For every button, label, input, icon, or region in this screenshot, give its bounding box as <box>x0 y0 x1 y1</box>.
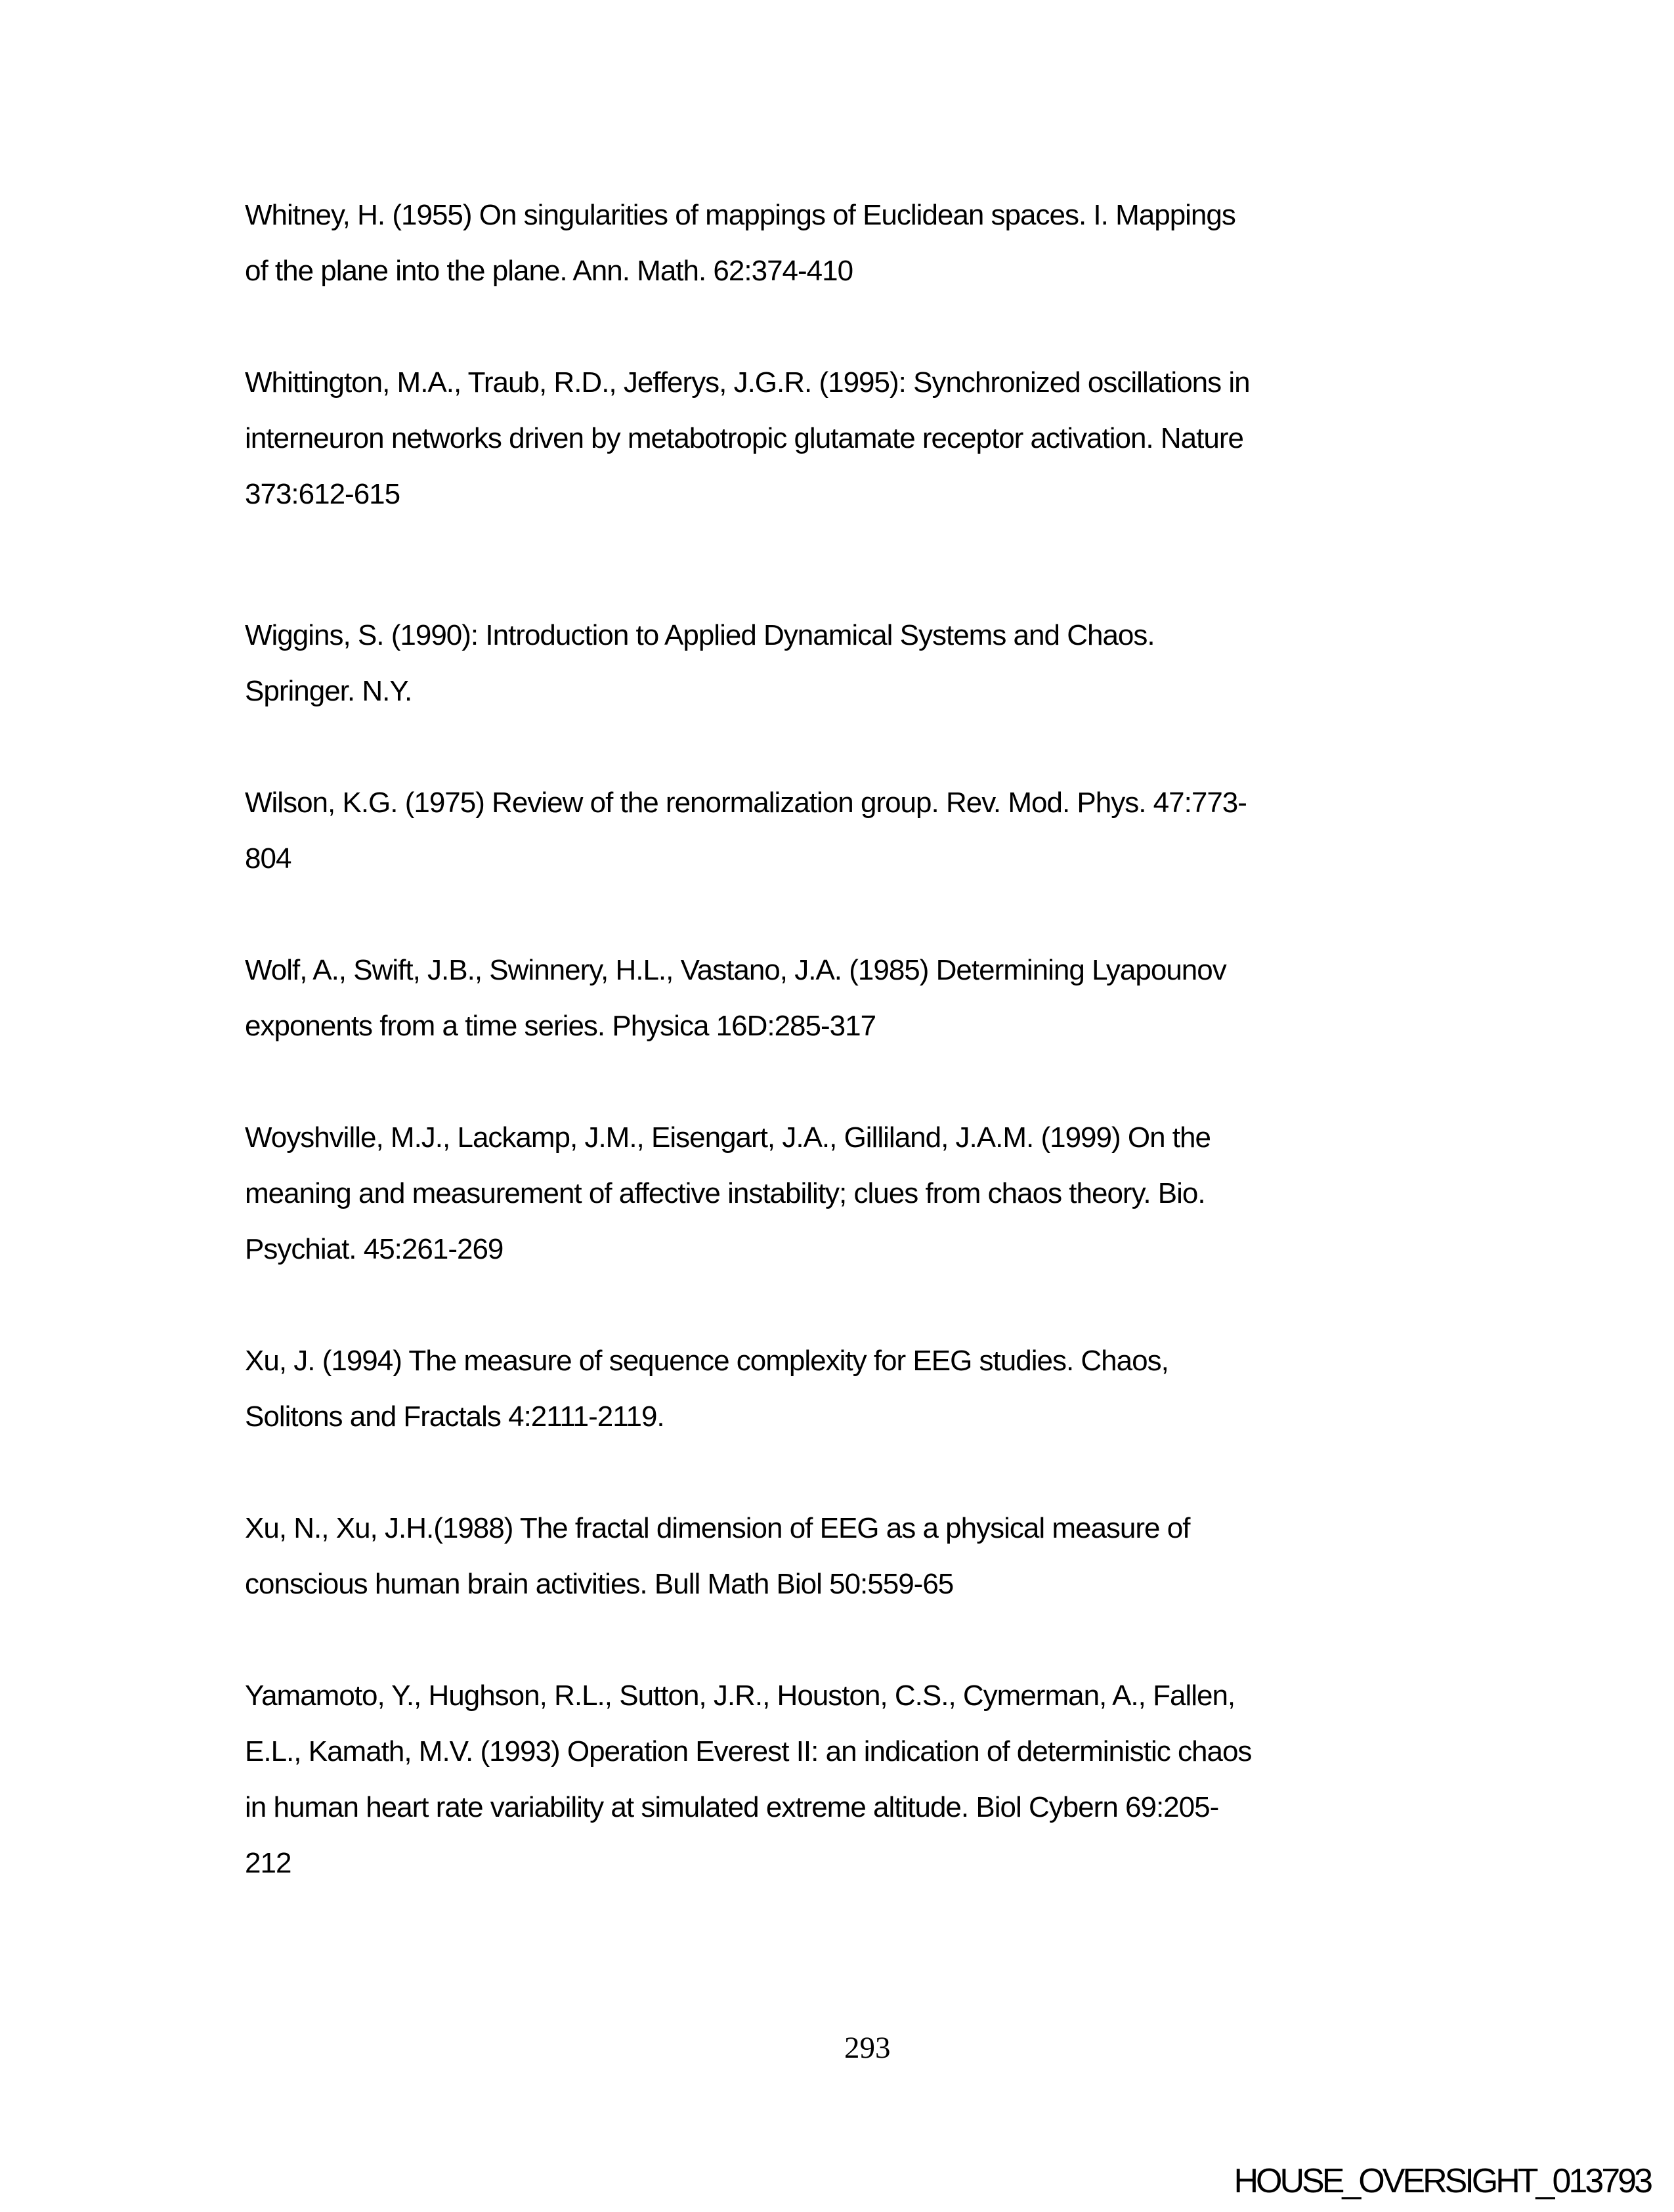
reference-line: 804 <box>245 842 291 875</box>
reference-line: 373:612-615 <box>245 478 400 510</box>
reference-line: meaning and measurement of affective instability; clues from chaos theory. Bio. <box>245 1177 1205 1209</box>
reference-line: Xu, N., Xu, J.H.(1988) The fractal dimension of EEG as a physical measure of <box>245 1512 1190 1544</box>
reference-entry-whittington <box>245 355 1453 522</box>
reference-line: Wolf, A., Swift, J.B., Swinnery, H.L., Vastano, J.A. (1985) Determining Lyapounov <box>245 954 1226 986</box>
reference-line: conscious human brain activities. Bull Math Biol 50:559-65 <box>245 1568 954 1600</box>
reference-line: Solitons and Fractals 4:2111-2119. <box>245 1400 664 1433</box>
reference-entry-yamamoto <box>245 1668 1453 1891</box>
reference-line: in human heart rate variability at simulated extreme altitude. Biol Cybern 69:205- <box>245 1791 1219 1823</box>
reference-entry-wolf <box>245 942 1453 1054</box>
reference-entry-xu-j <box>245 1333 1453 1444</box>
bates-stamp: HOUSE_OVERSIGHT_013793 <box>1234 2162 1650 2200</box>
reference-line: Whittington, M.A., Traub, R.D., Jefferys, J.G.R. (1995): Synchronized oscillations in <box>245 366 1250 399</box>
reference-line: interneuron networks driven by metabotropic glutamate receptor activation. Nature <box>245 422 1243 454</box>
reference-line: Wilson, K.G. (1975) Review of the renormalization group. Rev. Mod. Phys. 47:773- <box>245 787 1247 819</box>
references-list <box>245 187 1453 1947</box>
reference-line: Wiggins, S. (1990): Introduction to Applied Dynamical Systems and Chaos. <box>245 619 1155 651</box>
reference-entry-whitney <box>245 187 1453 299</box>
reference-line: 212 <box>245 1847 291 1879</box>
reference-line: E.L., Kamath, M.V. (1993) Operation Everest II: an indication of deterministic chaos <box>245 1735 1252 1767</box>
reference-line: Psychiat. 45:261-269 <box>245 1233 504 1265</box>
reference-line: Whitney, H. (1955) On singularities of mappings of Euclidean spaces. I. Mappings <box>245 199 1235 231</box>
reference-line: Xu, J. (1994) The measure of sequence complexity for EEG studies. Chaos, <box>245 1345 1169 1377</box>
reference-line: of the plane into the plane. Ann. Math. 62:374-410 <box>245 255 853 287</box>
reference-entry-woyshville <box>245 1110 1453 1277</box>
reference-line: Springer. N.Y. <box>245 675 412 707</box>
page-number: 293 <box>844 2031 891 2065</box>
reference-entry-xu-n <box>245 1500 1453 1612</box>
reference-entry-wiggins <box>245 607 1453 719</box>
reference-line: exponents from a time series. Physica 16D:285-317 <box>245 1010 876 1042</box>
reference-entry-wilson <box>245 775 1453 886</box>
reference-line: Woyshville, M.J., Lackamp, J.M., Eisengart, J.A., Gilliland, J.A.M. (1999) On the <box>245 1121 1211 1154</box>
reference-line: Yamamoto, Y., Hughson, R.L., Sutton, J.R., Houston, C.S., Cymerman, A., Fallen, <box>245 1680 1235 1712</box>
